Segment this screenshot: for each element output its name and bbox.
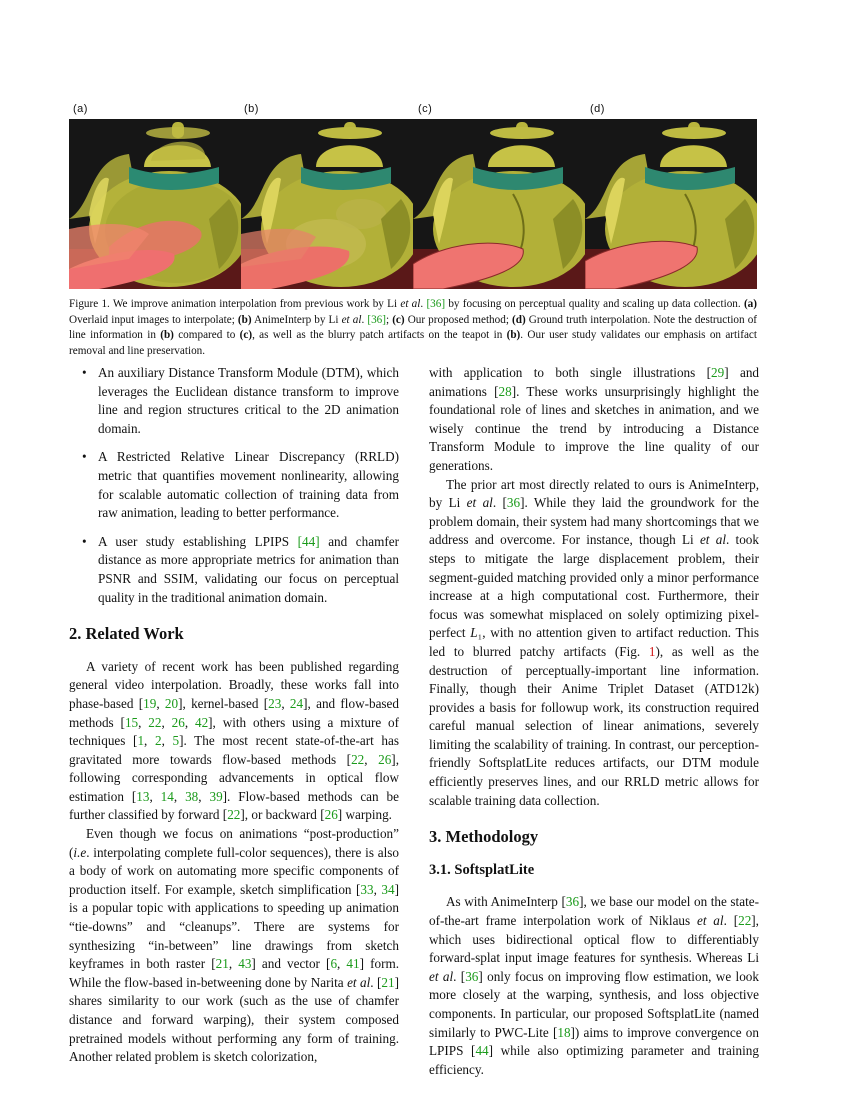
- citation-link[interactable]: 22: [351, 751, 365, 767]
- citation-link[interactable]: 22: [227, 807, 241, 823]
- citation-link[interactable]: 39: [209, 788, 223, 804]
- citation-link[interactable]: 21: [215, 956, 229, 972]
- panel-label-c: (c): [418, 103, 433, 115]
- citation-link[interactable]: 19: [143, 695, 157, 711]
- panel-c-image: [413, 119, 585, 289]
- citation-link[interactable]: 23: [268, 695, 282, 711]
- citation-link[interactable]: 38: [185, 788, 199, 804]
- panel-b-image: [241, 119, 413, 289]
- section-heading-methodology: 3. Methodology: [429, 827, 539, 847]
- bullet-rrld: • A Restricted Relative Linear Discrepancy (RRLD) metric that quantifies movement nonlinearity, allowing for scalable automatic collection of training data from raw animation, leading to better performance.: [82, 449, 399, 521]
- citation-link[interactable]: 29: [711, 365, 725, 380]
- citation-link[interactable]: 18: [557, 1024, 571, 1040]
- left-column: [69, 364, 399, 1067]
- citation-link[interactable]: [36]: [426, 298, 446, 310]
- citation-link[interactable]: 20: [164, 695, 179, 711]
- paragraph: As with AnimeInterp [36], we base our model on the state-of-the-art frame interpolation work of Niklaus et al. [22], which uses bidirectional optical flow to differentiably forward-splat input image features for synthesis. Whereas Li et al. [36] only focus on improving flow estimation, we look more closely at the warping, synthesis, and loss objective components. In particular, our proposed SoftsplatLite (named similarly to PWC-Lite [18]) aims to improve convergence on LPIPS [44] while also optimizing parameter and training efficiency.: [429, 894, 759, 1077]
- citation-link[interactable]: 26: [378, 751, 392, 767]
- bullet-dtm: • An auxiliary Distance Transform Module (DTM), which leverages the Euclidean distance transform to improve line and region structures critical to the 2D animation domain.: [82, 365, 399, 436]
- panel-label-b: (b): [244, 103, 259, 115]
- citation-link[interactable]: 22: [148, 714, 162, 730]
- citation-link[interactable]: 6: [330, 956, 338, 972]
- panel-label-d: (d): [590, 103, 605, 115]
- contribution-list: [69, 364, 399, 607]
- citation-link[interactable]: 15: [124, 714, 139, 730]
- citation-link[interactable]: 28: [498, 383, 512, 399]
- citation-link[interactable]: 41: [346, 956, 360, 972]
- paragraph: Even though we focus on animations “post-production” (i.e. interpolating complete full-color sequences), there is also a body of work on automating more specific components of production itself. For example, sketch simplification [33, 34] is a popular topic with applications to speeding up animation “tie-downs” and “cleanups”. There are systems for synthesizing “in-between” line drawings from sketch keyframes in both raster [21, 43] and vector [6, 41] form. While the flow-based in-betweening done by Narita et al. [21] shares similarity to our work (such as the use of chamfer distance and forward warping), their system composed pretrained models without performing any form of training. Another related problem is sketch colorization,: [69, 826, 400, 1065]
- citation-link[interactable]: 21: [381, 974, 395, 990]
- citation-link[interactable]: 34: [381, 881, 395, 897]
- panel-d-image: [585, 119, 757, 289]
- citation-link[interactable]: [36]: [367, 313, 386, 326]
- citation-link[interactable]: 36: [565, 894, 580, 910]
- citation-link[interactable]: 44: [475, 1043, 489, 1059]
- citation-link[interactable]: 14: [160, 788, 174, 804]
- citation-link[interactable]: 13: [136, 788, 150, 804]
- paragraph: The prior art most directly related to ours is AnimeInterp, by Li et al. [36]. While they laid the groundwork for the problem domain, their system had many shortcomings that we address and overcome. For instance, though Li et al. took steps to mitigate the large displacement problem, their segment-guided matching provided only a minor performance increase at a high computational cost. Furthermore, their focus was somewhat misplaced on solely optimizing pixel-perfect L₁, with no attention given to artifact reduction. This led to blurred patchy artifacts (Fig. 1), as well as the destruction of perceptually-important line information. Finally, though their Anime Triplet Dataset (ATD12k) provides a basis for followup work, its construction required careful manual selection of linear animations, severely limiting the scalability of training. In contrast, our perception-friendly SoftsplatLite reduces artifacts, our DTM module efficiently preserves lines, and our RRLD metric allows for scalable training data collection.: [429, 476, 759, 808]
- citation-link[interactable]: [44]: [297, 533, 320, 549]
- citation-link[interactable]: 42: [194, 714, 209, 730]
- citation-link[interactable]: 22: [738, 913, 752, 929]
- citation-link[interactable]: 36: [465, 968, 479, 984]
- citation-link[interactable]: 36: [506, 495, 521, 511]
- figure-caption: Figure 1. We improve animation interpolation from previous work by Li et al. [36] by focusing on perceptual quality and scaling up data collection. (a) Overlaid input images to interpolate; (b) AnimeInterp by Li et al. [36]; (c) Our proposed method; (d) Ground truth interpolation. Note the destruction of line information in (b) compared to (c), as well as the blurry patch artifacts on the teapot in (b). Our user study validates our emphasis on artifact removal and line preservation.: [69, 298, 758, 357]
- right-column: [429, 364, 759, 1079]
- subsection-heading-softsplatlite: 3.1. SoftsplatLite: [429, 861, 535, 878]
- panel-a-image: [69, 119, 241, 289]
- citation-link[interactable]: 33: [360, 881, 374, 897]
- citation-link[interactable]: 26: [324, 807, 338, 823]
- section-heading-related-work: 2. Related Work: [69, 624, 184, 644]
- citation-link[interactable]: 26: [171, 714, 185, 730]
- panel-label-a: (a): [73, 103, 88, 115]
- figure-1: [69, 100, 757, 292]
- citation-link[interactable]: 43: [238, 956, 252, 972]
- citation-link[interactable]: 1: [137, 733, 145, 749]
- citation-link[interactable]: 5: [172, 733, 180, 749]
- figure-ref-link[interactable]: 1: [648, 643, 656, 659]
- citation-link[interactable]: 2: [154, 733, 162, 749]
- bullet-user-study: • A user study establishing LPIPS [44] and chamfer distance as more appropriate metrics for animation than PSNR and SSIM, validating our focus on perceptual quality in the traditional animation domain.: [82, 533, 399, 605]
- paragraph: A variety of recent work has been published regarding general video interpolation. Broadly, these works fall into phase-based [19, 20], kernel-based [23, 24], and flow-based methods [15, 22, 26, 42], with others using a mixture of techniques [1, 2, 5]. The most recent state-of-the-art has gravitated more towards flow-based methods [22, 26], following corresponding advancements in optical flow estimation [13, 14, 38, 39]. Flow-based methods can be further classified by forward [22], or backward [26] warping.: [69, 658, 400, 823]
- citation-link[interactable]: 24: [289, 695, 304, 711]
- paragraph: with application to both single illustrations [29] and animations [28]. These works unsurprisingly highlight the foundational role of lines and sketches in animation, and we wisely continue the trend by introducing a Distance Transform Module to improve the line quality of our generations.: [429, 365, 760, 473]
